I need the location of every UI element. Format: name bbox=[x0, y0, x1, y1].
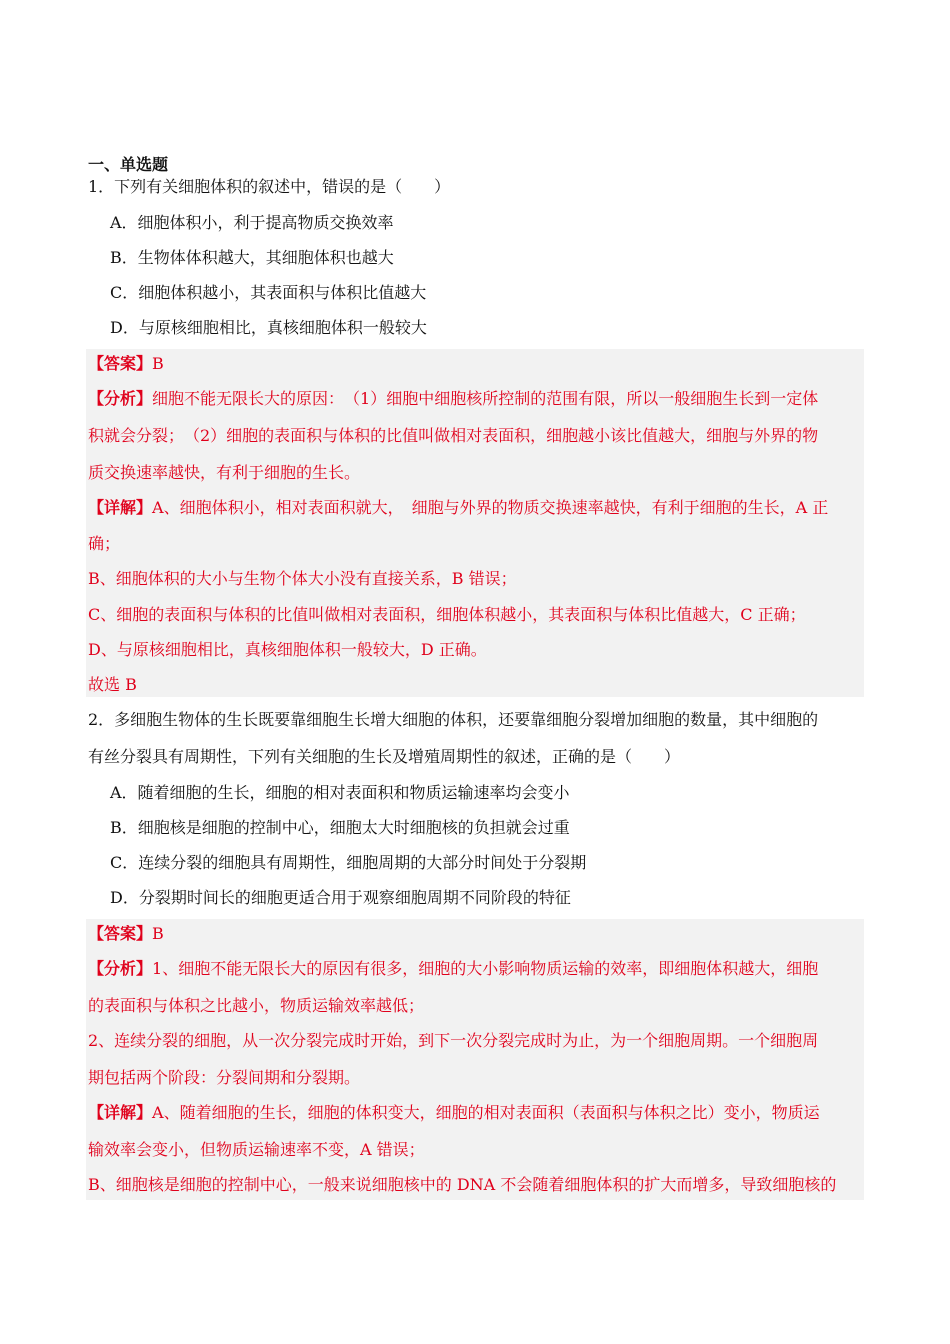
question-1-option-a: A．细胞体积小，利于提高物质交换效率 bbox=[110, 213, 394, 232]
question-1-detail-line: 确； bbox=[88, 534, 121, 553]
question-1-conclusion: 故选 B bbox=[88, 675, 137, 694]
question-1-option-d: D．与原核细胞相比，真核细胞体积一般较大 bbox=[110, 318, 427, 337]
question-1-detail-line: B、细胞体积的大小与生物个体大小没有直接关系，B 错误； bbox=[88, 569, 517, 588]
answer-tag: 【答案】 bbox=[88, 354, 153, 373]
question-1-detail-line: 【详解】A、细胞体积小，相对表面积就大， 细胞与外界的物质交换速率越快，有利于细胞的生长，A 正 bbox=[88, 498, 829, 517]
section-title: 一、单选题 bbox=[88, 155, 169, 174]
question-2-detail-line: 输效率会变小，但物质运输速率不变，A 错误； bbox=[88, 1140, 425, 1159]
question-1-answer bbox=[88, 353, 164, 375]
question-1-stem: 1．下列有关细胞体积的叙述中，错误的是（ ） bbox=[88, 177, 451, 196]
question-1-detail-line: C、细胞的表面积与体积的比值叫做相对表面积，细胞体积越小，其表面积与体积比值越大，C 正确； bbox=[88, 605, 806, 624]
answer-value: B bbox=[152, 354, 164, 373]
question-2-option-c: C．连续分裂的细胞具有周期性，细胞周期的大部分时间处于分裂期 bbox=[110, 853, 587, 872]
question-2-analysis-line: 2、连续分裂的细胞，从一次分裂完成时开始，到下一次分裂完成时为止，为一个细胞周期。一个细胞周 bbox=[88, 1031, 819, 1050]
detail-tag: 【详解】 bbox=[88, 1103, 153, 1122]
question-2-option-b: B．细胞核是细胞的控制中心，细胞太大时细胞核的负担就会过重 bbox=[110, 818, 570, 837]
question-2-option-a: A．随着细胞的生长，细胞的相对表面积和物质运输速率均会变小 bbox=[110, 783, 570, 802]
analysis-tag: 【分析】 bbox=[88, 389, 153, 408]
question-2-stem: 有丝分裂具有周期性，下列有关细胞的生长及增殖周期性的叙述，正确的是（ ） bbox=[88, 747, 681, 766]
answer-value: B bbox=[152, 924, 164, 943]
question-1-analysis-line: 质交换速率越快，有利于细胞的生长。 bbox=[88, 463, 361, 482]
question-2-analysis-line: 期包括两个阶段：分裂间期和分裂期。 bbox=[88, 1068, 361, 1087]
question-2-detail-line: B、细胞核是细胞的控制中心，一般来说细胞核中的 DNA 不会随着细胞体积的扩大而增多，导致细胞核的 bbox=[88, 1175, 837, 1194]
question-2-stem: 2．多细胞生物体的生长既要靠细胞生长增大细胞的体积，还要靠细胞分裂增加细胞的数量，其中细胞的 bbox=[88, 710, 819, 729]
question-2-analysis-line: 的表面积与体积之比越小，物质运输效率越低； bbox=[88, 996, 425, 1015]
question-2-analysis-line: 【分析】1、细胞不能无限长大的原因有很多，细胞的大小影响物质运输的效率，即细胞体积越大，细胞 bbox=[88, 959, 819, 978]
question-1-option-b: B．生物体体积越大，其细胞体积也越大 bbox=[110, 248, 394, 267]
question-1-analysis-line: 积就会分裂； （2）细胞的表面积与体积的比值叫做相对表面积，细胞越小该比值越大，细胞与外界的物 bbox=[88, 426, 819, 445]
question-2-answer bbox=[88, 923, 164, 945]
question-1-detail-line: D、与原核细胞相比，真核细胞体积一般较大，D 正确。 bbox=[88, 640, 487, 659]
analysis-tag: 【分析】 bbox=[88, 959, 153, 978]
answer-tag: 【答案】 bbox=[88, 924, 153, 943]
question-2-option-d: D．分裂期时间长的细胞更适合用于观察细胞周期不同阶段的特征 bbox=[110, 888, 571, 907]
question-1-option-c: C．细胞体积越小，其表面积与体积比值越大 bbox=[110, 283, 427, 302]
question-2-detail-line: 【详解】A、随着细胞的生长，细胞的体积变大，细胞的相对表面积（表面积与体积之比）变小，物质运 bbox=[88, 1103, 820, 1122]
question-1-analysis-line: 【分析】细胞不能无限长大的原因： （1）细胞中细胞核所控制的范围有限，所以一般细胞生长到一定体 bbox=[88, 389, 819, 408]
detail-tag: 【详解】 bbox=[88, 498, 153, 517]
